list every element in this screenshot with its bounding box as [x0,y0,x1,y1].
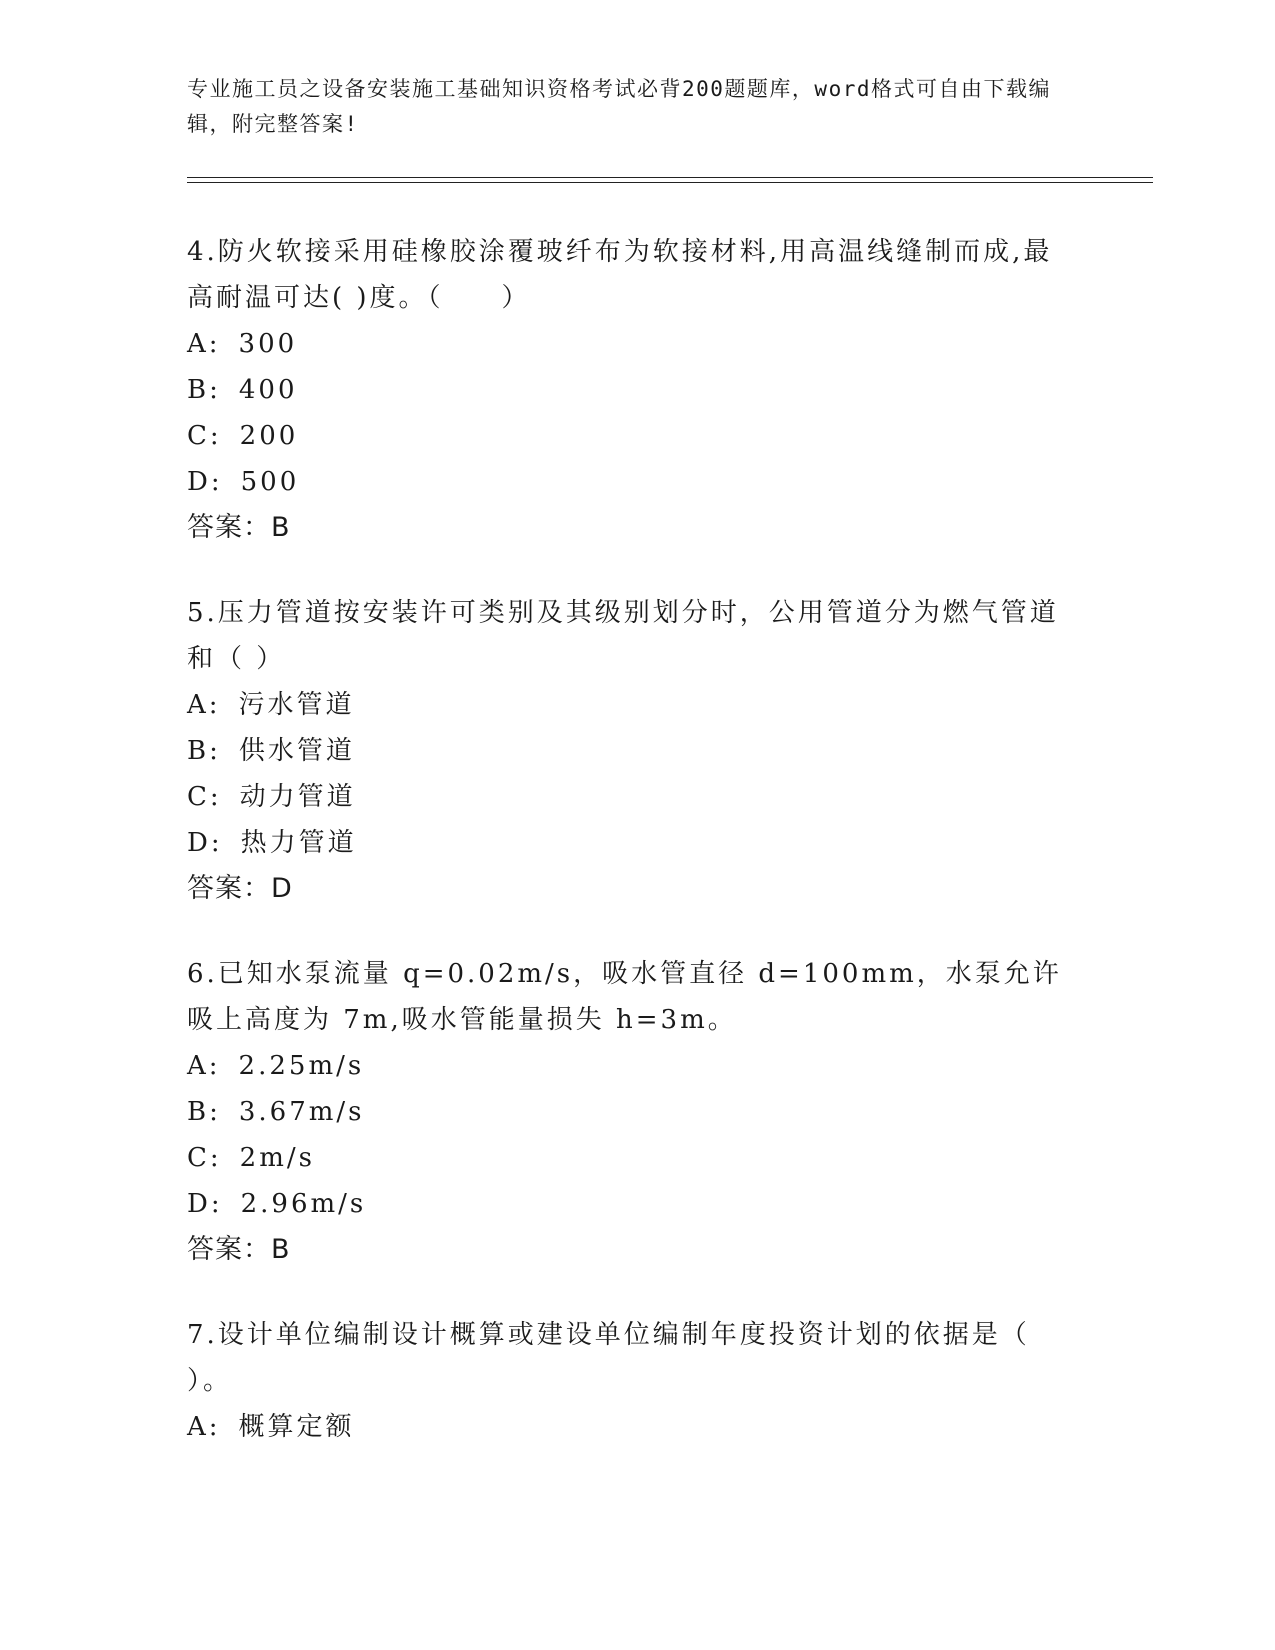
option-text: 200 [239,421,299,451]
option-text: 动力管道 [239,782,356,812]
option-c [187,1135,1067,1181]
option-c [187,413,1067,459]
option-key: D: [187,1189,223,1219]
option-key: D: [187,467,223,497]
option-a [187,682,1067,728]
option-text: 300 [238,329,298,359]
option-b [187,1089,1067,1135]
answer-label: 答案：B [187,1234,291,1265]
question-stem: 6.已知水泵流量 q=0.02m/s，吸水管直径 d=100mm，水泵允许吸上高度为 7m,吸水管能量损失 h=3m。 [187,959,1062,1035]
question-4 [187,229,1067,551]
question-stem: 4.防火软接采用硅橡胶涂覆玻纤布为软接材料,用高温线缝制而成,最高耐温可达( )度。（ ） [187,237,1053,313]
option-key: A: [187,690,221,720]
question-6 [187,951,1067,1273]
option-key: D: [187,828,223,858]
option-d [187,820,1067,866]
option-d [187,1181,1067,1227]
question-5 [187,590,1067,912]
option-key: A: [187,1412,221,1442]
option-key: C: [187,782,222,812]
option-text: 热力管道 [240,828,357,858]
header-divider-bottom [187,182,1153,183]
option-text: 污水管道 [238,690,355,720]
option-d [187,459,1067,505]
answer-label: 答案：D [187,873,293,904]
header-divider-top [187,177,1153,178]
option-text: 概算定额 [238,1412,355,1442]
document-intro: 专业施工员之设备安装施工基础知识资格考试必背200题题库，word格式可自由下载编辑，附完整答案! [187,77,1051,136]
option-a [187,321,1067,367]
option-text: 500 [240,467,300,497]
option-key: B: [187,1097,221,1127]
option-key: C: [187,421,222,451]
option-a [187,1043,1067,1089]
option-key: A: [187,1051,221,1081]
option-text: 2.25m/s [238,1051,365,1081]
option-b [187,728,1067,774]
answer-label: 答案：B [187,512,291,543]
option-text: 2.96m/s [240,1189,367,1219]
option-key: C: [187,1143,222,1173]
question-stem: 5.压力管道按安装许可类别及其级别划分时，公用管道分为燃气管道和（ ） [187,598,1059,674]
option-text: 400 [238,375,298,405]
option-text: 2m/s [239,1143,315,1173]
question-7 [187,1312,1067,1450]
option-key: B: [187,375,221,405]
option-key: B: [187,736,221,766]
option-key: A: [187,329,221,359]
option-text: 供水管道 [238,736,355,766]
option-b [187,367,1067,413]
option-text: 3.67m/s [238,1097,365,1127]
question-stem: 7.设计单位编制设计概算或建设单位编制年度投资计划的依据是（ ）。 [187,1320,1030,1396]
option-a [187,1404,1067,1450]
option-c [187,774,1067,820]
